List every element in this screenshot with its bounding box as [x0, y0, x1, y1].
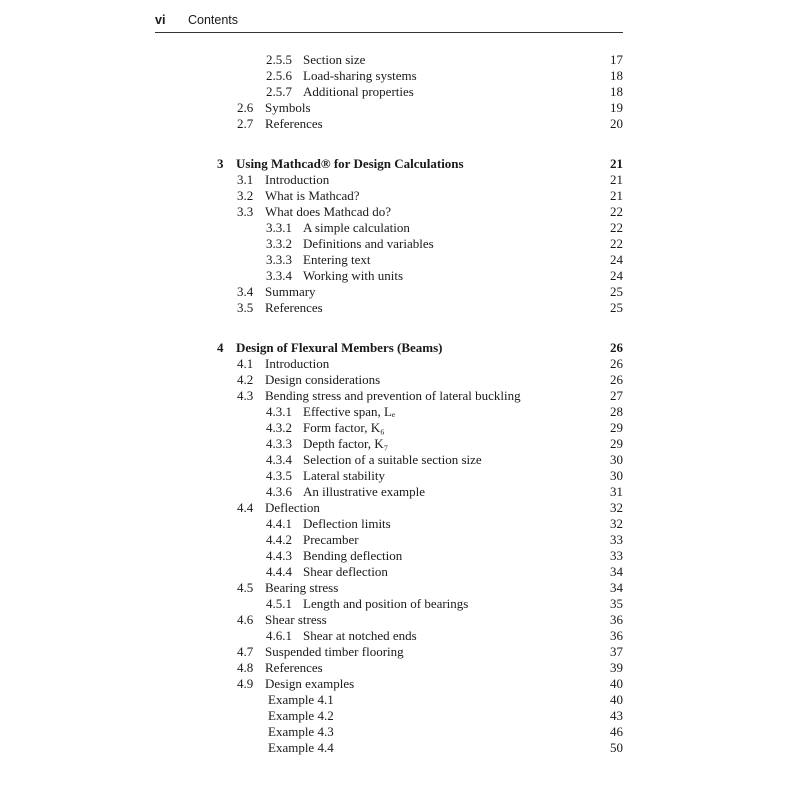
entry-number: 4.3.3	[266, 436, 292, 451]
toc-entry	[0, 644, 800, 660]
entry-title: Shear deflection	[303, 564, 388, 579]
entry-title: Example 4.2	[268, 708, 334, 723]
toc-entry	[0, 68, 800, 84]
running-header	[155, 13, 623, 33]
entry-number: 2.6	[237, 100, 254, 115]
entry-page: 22	[610, 204, 623, 219]
toc-entry	[0, 220, 800, 236]
entry-page: 24	[610, 252, 623, 267]
entry-title: Bearing stress	[265, 580, 339, 595]
toc-entry	[0, 372, 800, 388]
entry-page: 18	[610, 84, 623, 99]
entry-title: Working with units	[303, 268, 404, 283]
entry-title: Example 4.1	[268, 692, 334, 707]
entry-page: 22	[610, 236, 623, 251]
entry-number: 4.4.2	[266, 532, 292, 547]
entry-page: 40	[610, 692, 623, 707]
entry-title: Using Mathcad® for Design Calculations	[236, 156, 464, 171]
toc-entry	[0, 468, 800, 484]
entry-page: 26	[610, 356, 623, 371]
entry-page: 26	[610, 372, 623, 387]
entry-number: 4.8	[237, 660, 254, 675]
running-title: Contents	[188, 13, 239, 27]
entry-number: 4.4.3	[266, 548, 292, 563]
entry-title: Shear at notched ends	[303, 628, 417, 643]
entry-number: 4.2	[237, 372, 254, 387]
entry-title: Selection of a suitable section size	[303, 452, 482, 467]
toc-entry	[0, 404, 800, 420]
entry-number: 3.2	[237, 188, 254, 203]
entry-number: 4.4	[237, 500, 254, 515]
toc-entry	[0, 580, 800, 596]
entry-number: 2.5.5	[266, 52, 292, 67]
entry-title: Example 4.4	[268, 740, 334, 755]
entry-title: Form factor, K₆	[303, 420, 385, 435]
toc-entry	[0, 388, 800, 404]
entry-page: 36	[610, 628, 623, 643]
entry-page: 27	[610, 388, 623, 403]
entry-title: What is Mathcad?	[265, 188, 360, 203]
toc-entry	[0, 52, 800, 68]
entry-number: 3	[217, 156, 224, 171]
entry-number: 3.1	[237, 172, 254, 187]
entry-page: 32	[610, 500, 623, 515]
entry-page: 37	[610, 644, 623, 659]
entry-page: 34	[610, 580, 623, 595]
entry-page: 21	[610, 188, 623, 203]
entry-title: Bending stress and prevention of lateral buckling	[265, 388, 521, 403]
toc-entry	[0, 284, 800, 300]
entry-title: Definitions and variables	[303, 236, 434, 251]
entry-number: 4	[217, 340, 224, 355]
entry-page: 24	[610, 268, 623, 283]
entry-page: 21	[610, 156, 623, 171]
entry-title: Effective span, Lₑ	[303, 404, 396, 419]
toc-entry	[0, 116, 800, 132]
entry-page: 30	[610, 468, 623, 483]
entry-number: 4.3.1	[266, 404, 292, 419]
toc-entry	[0, 740, 800, 756]
entry-page: 30	[610, 452, 623, 467]
entry-title: Design of Flexural Members (Beams)	[236, 340, 443, 355]
entry-title: Suspended timber flooring	[265, 644, 404, 659]
entry-number: 3.3.3	[266, 252, 292, 267]
entry-page: 28	[610, 404, 623, 419]
toc-chapter-entry	[0, 156, 800, 172]
entry-page: 33	[610, 532, 623, 547]
entry-title: References	[265, 660, 323, 675]
entry-page: 18	[610, 68, 623, 83]
entry-title: Introduction	[265, 172, 330, 187]
toc-entry	[0, 188, 800, 204]
entry-title: Deflection limits	[303, 516, 391, 531]
toc-entry	[0, 252, 800, 268]
entry-number: 3.3.2	[266, 236, 292, 251]
entry-page: 39	[610, 660, 623, 675]
entry-title: An illustrative example	[303, 484, 426, 499]
toc-entry	[0, 300, 800, 316]
toc-entry	[0, 532, 800, 548]
toc-entry	[0, 596, 800, 612]
entry-title: References	[265, 300, 323, 315]
entry-number: 3.4	[237, 284, 254, 299]
entry-title: A simple calculation	[303, 220, 410, 235]
entry-page: 36	[610, 612, 623, 627]
toc-entry	[0, 268, 800, 284]
toc-entry	[0, 84, 800, 100]
entry-number: 4.9	[237, 676, 254, 691]
entry-page: 43	[610, 708, 623, 723]
entry-title: Entering text	[303, 252, 371, 267]
entry-title: Summary	[265, 284, 316, 299]
entry-page: 22	[610, 220, 623, 235]
entry-number: 2.5.6	[266, 68, 292, 83]
entry-page: 29	[610, 420, 623, 435]
toc-entry	[0, 452, 800, 468]
entry-title: Example 4.3	[268, 724, 334, 739]
toc-entry	[0, 356, 800, 372]
toc-chapter-entry	[0, 340, 800, 356]
toc-entry	[0, 564, 800, 580]
entry-page: 19	[610, 100, 623, 115]
entry-page: 20	[610, 116, 623, 131]
entry-number: 4.3.2	[266, 420, 292, 435]
entry-number: 4.6.1	[266, 628, 292, 643]
entry-page: 26	[610, 340, 623, 355]
entry-title: Precamber	[303, 532, 359, 547]
entry-number: 4.5	[237, 580, 254, 595]
entry-page: 35	[610, 596, 623, 611]
entry-number: 4.3.6	[266, 484, 292, 499]
toc-entry	[0, 516, 800, 532]
toc-entry	[0, 660, 800, 676]
entry-number: 4.7	[237, 644, 254, 659]
entry-title: Section size	[303, 52, 366, 67]
entry-number: 3.3.4	[266, 268, 292, 283]
entry-title: Design considerations	[265, 372, 381, 387]
entry-title: Depth factor, K₇	[303, 436, 389, 451]
entry-number: 4.5.1	[266, 596, 292, 611]
entry-page: 34	[610, 564, 623, 579]
entry-number: 4.3.4	[266, 452, 292, 467]
entry-page: 29	[610, 436, 623, 451]
toc-entry	[0, 172, 800, 188]
toc-entry	[0, 628, 800, 644]
entry-number: 4.4.4	[266, 564, 292, 579]
entry-number: 4.3	[237, 388, 254, 403]
entry-title: Symbols	[265, 100, 311, 115]
entry-number: 3.3	[237, 204, 254, 219]
entry-page: 32	[610, 516, 623, 531]
entry-number: 4.6	[237, 612, 254, 627]
entry-number: 2.5.7	[266, 84, 292, 99]
entry-title: References	[265, 116, 323, 131]
toc-entry	[0, 708, 800, 724]
entry-page: 25	[610, 284, 623, 299]
entry-page: 21	[610, 172, 623, 187]
toc-entry	[0, 500, 800, 516]
toc-entry	[0, 612, 800, 628]
entry-title: Load-sharing systems	[303, 68, 417, 83]
entry-page: 46	[610, 724, 623, 739]
toc-entry	[0, 676, 800, 692]
entry-page: 50	[610, 740, 623, 755]
entry-title: Deflection	[265, 500, 320, 515]
toc-entry	[0, 724, 800, 740]
entry-title: What does Mathcad do?	[265, 204, 391, 219]
toc-entry	[0, 436, 800, 452]
entry-number: 4.3.5	[266, 468, 292, 483]
entry-number: 4.4.1	[266, 516, 292, 531]
entry-page: 17	[610, 52, 623, 67]
toc-entry	[0, 420, 800, 436]
entry-number: 2.7	[237, 116, 254, 131]
entry-page: 40	[610, 676, 623, 691]
entry-title: Shear stress	[265, 612, 327, 627]
entry-page: 33	[610, 548, 623, 563]
entry-number: 4.1	[237, 356, 254, 371]
entry-number: 3.3.1	[266, 220, 292, 235]
entry-page: 31	[610, 484, 623, 499]
toc-entry	[0, 484, 800, 500]
entry-title: Introduction	[265, 356, 330, 371]
entry-number: 3.5	[237, 300, 254, 315]
page-number: vi	[155, 13, 166, 27]
toc-entry	[0, 204, 800, 220]
toc-entry	[0, 692, 800, 708]
toc-entry	[0, 548, 800, 564]
entry-title: Additional properties	[303, 84, 414, 99]
entry-title: Design examples	[265, 676, 355, 691]
toc-entry	[0, 100, 800, 116]
toc-entry	[0, 236, 800, 252]
entry-title: Bending deflection	[303, 548, 403, 563]
entry-title: Lateral stability	[303, 468, 385, 483]
entry-page: 25	[610, 300, 623, 315]
entry-title: Length and position of bearings	[303, 596, 469, 611]
